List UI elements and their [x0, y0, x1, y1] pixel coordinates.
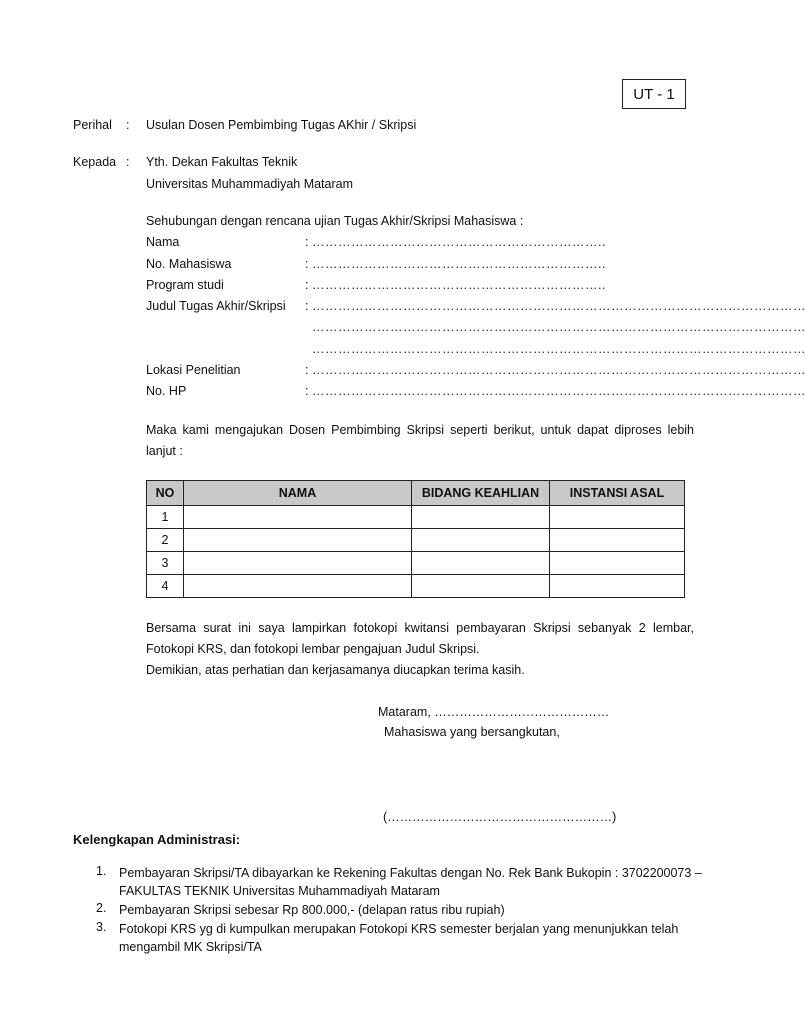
intro-text: Sehubungan dengan rencana ujian Tugas Akhir/Skripsi Mahasiswa : — [146, 214, 524, 228]
lokasi-colon: : — [305, 363, 309, 377]
admin-item-text: Pembayaran Skripsi sebesar Rp 800.000,- (delapan ratus ribu rupiah) — [119, 903, 505, 917]
judul-dots-2: …………………………………………………………………………………………………… — [312, 320, 806, 334]
lokasi-dots: …………………………………………………………………………………………………… — [312, 363, 806, 377]
admin-item-number: 1. — [96, 864, 107, 878]
admin-heading: Kelengkapan Administrasi: — [73, 832, 241, 847]
judul-label: Judul Tugas Akhir/Skripsi — [146, 299, 286, 313]
judul-dots-1: …………………………………………………………………………………………………… — [312, 299, 806, 313]
signer-name-line: (………………………………………………) — [383, 810, 617, 824]
cell-bidang-keahlian[interactable] — [412, 529, 550, 552]
kepada-colon: : — [126, 155, 130, 169]
cell-instansi-asal[interactable] — [550, 506, 685, 529]
kepada-label: Kepada — [73, 155, 117, 169]
program-studi-colon: : — [305, 278, 309, 292]
nama-label: Nama — [146, 235, 180, 249]
header-instansi-asal: INSTANSI ASAL — [550, 481, 685, 506]
table-row — [147, 506, 685, 529]
perihal-value: Usulan Dosen Pembimbing Tugas AKhir / Skripsi — [146, 118, 417, 132]
row-number: 1 — [147, 506, 184, 529]
cell-nama[interactable] — [184, 552, 412, 575]
nama-dots: ………………………………………………………….. — [312, 235, 606, 249]
place-date: Mataram, …………………………………… — [378, 705, 610, 719]
cell-instansi-asal[interactable] — [550, 529, 685, 552]
no-mahasiswa-colon: : — [305, 257, 309, 271]
table-row — [147, 575, 685, 598]
cell-nama[interactable] — [184, 575, 412, 598]
table-header-row — [147, 481, 685, 506]
admin-item-number: 3. — [96, 920, 107, 934]
hp-label: No. HP — [146, 384, 187, 398]
admin-item-text: Pembayaran Skripsi/TA dibayarkan ke Rekening Fakultas dengan No. Rek Bank Bukopin : 3702200073 – FAKULTAS TEKNIK Universitas Muhammadiyah Mataram — [119, 866, 702, 898]
kepada-line1: Yth. Dekan Fakultas Teknik — [146, 155, 298, 169]
nama-colon: : — [305, 235, 309, 249]
cell-nama[interactable] — [184, 506, 412, 529]
signer-role: Mahasiswa yang bersangkutan, — [384, 725, 560, 739]
row-number: 2 — [147, 529, 184, 552]
table-row — [147, 529, 685, 552]
perihal-colon: : — [126, 118, 130, 132]
row-number: 4 — [147, 575, 184, 598]
admin-item-number: 2. — [96, 901, 107, 915]
request-paragraph: Maka kami mengajukan Dosen Pembimbing Skripsi seperti berikut, untuk dapat diproses lebih lanjut : — [146, 423, 694, 458]
lokasi-label: Lokasi Penelitian — [146, 363, 241, 377]
hp-dots: …………………………………………………………………………………………………… — [312, 384, 806, 398]
closing-paragraph-1: Bersama surat ini saya lampirkan fotokopi kwitansi pembayaran Skripsi sebanyak 2 lembar, Fotokopi KRS, dan fotokopi lembar pengajuan Judul Skripsi. — [146, 621, 694, 656]
cell-bidang-keahlian[interactable] — [412, 575, 550, 598]
cell-instansi-asal[interactable] — [550, 552, 685, 575]
cell-bidang-keahlian[interactable] — [412, 552, 550, 575]
no-mahasiswa-dots: ………………………………………………………….. — [312, 257, 606, 271]
no-mahasiswa-label: No. Mahasiswa — [146, 257, 232, 271]
header-bidang-keahlian: BIDANG KEAHLIAN — [412, 481, 550, 506]
program-studi-dots: ………………………………………………………….. — [312, 278, 606, 292]
program-studi-label: Program studi — [146, 278, 224, 292]
judul-dots-3: …………………………………………………………………………………………………… — [312, 342, 806, 356]
kepada-line2: Universitas Muhammadiyah Mataram — [146, 177, 354, 191]
form-code-box — [622, 79, 686, 109]
row-number: 3 — [147, 552, 184, 575]
perihal-label: Perihal — [73, 118, 112, 132]
cell-nama[interactable] — [184, 529, 412, 552]
cell-bidang-keahlian[interactable] — [412, 506, 550, 529]
header-no: NO — [147, 481, 184, 506]
admin-item-text: Fotokopi KRS yg di kumpulkan merupakan Fotokopi KRS semester berjalan yang menunjukkan telah mengambil MK Skripsi/TA — [119, 922, 679, 954]
hp-colon: : — [305, 384, 309, 398]
closing-paragraph-2: Demikian, atas perhatian dan kerjasamanya diucapkan terima kasih. — [146, 663, 525, 677]
supervisor-table — [146, 480, 685, 598]
header-nama: NAMA — [184, 481, 412, 506]
table-row — [147, 552, 685, 575]
form-code: UT - 1 — [633, 85, 675, 103]
cell-instansi-asal[interactable] — [550, 575, 685, 598]
judul-colon: : — [305, 299, 309, 313]
